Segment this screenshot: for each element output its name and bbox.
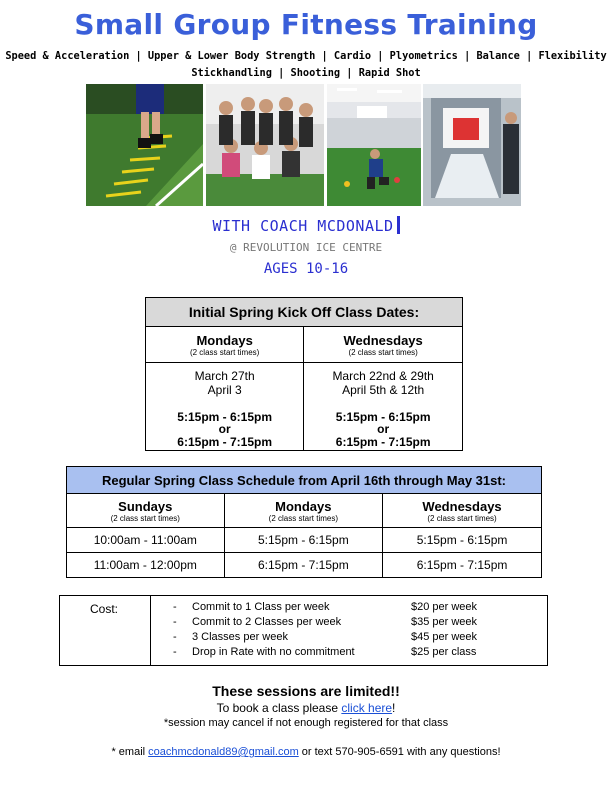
- table-cell: 5:15pm - 6:15pm: [224, 528, 383, 553]
- cost-box: Cost: - Commit to 1 Class per week $20 per week - Commit to 2 Classes per week $35 per week - 3 Classes per week $45 per week - Drop in Rate with no commitment $25 per class: [59, 595, 548, 666]
- cursor-bar: [397, 216, 400, 234]
- kickoff-title: Initial Spring Kick Off Class Dates:: [146, 298, 463, 327]
- training-facility-photo: [327, 84, 421, 206]
- limited-notice: These sessions are limited!!: [212, 683, 400, 699]
- kickoff-table: [145, 297, 463, 451]
- table-cell: 6:15pm - 7:15pm: [383, 553, 542, 578]
- regular-schedule-table: [66, 466, 542, 578]
- agility-ladder-photo: [86, 84, 203, 206]
- cost-label: Cost:: [90, 602, 119, 616]
- regular-day-mondays: Mondays (2 class start times): [224, 494, 383, 528]
- contact-line: * email coachmcdonald89@gmail.com or text 570-905-6591 with any questions!: [111, 746, 501, 758]
- regular-day-wednesdays: Wednesdays (2 class start times): [383, 494, 542, 528]
- shooting-lane-photo: [423, 84, 521, 206]
- regular-day-sundays: Sundays (2 class start times): [67, 494, 225, 528]
- group-photo: [206, 84, 324, 206]
- cost-divider: [150, 596, 151, 665]
- skills-line-1: Speed & Acceleration | Upper & Lower Body Strength | Cardio | Plyometrics | Balance | Flexibility: [5, 50, 607, 62]
- cancel-note: *session may cancel if not enough registered for that class: [163, 717, 449, 729]
- table-cell: 10:00am - 11:00am: [67, 528, 225, 553]
- kickoff-day-wednesdays: Wednesdays (2 class start times): [304, 327, 463, 363]
- ages: AGES 10-16: [263, 261, 349, 277]
- location: @ REVOLUTION ICE CENTRE: [229, 241, 383, 254]
- booking-line: To book a class please click here!: [216, 701, 396, 715]
- kickoff-day-mondays: Mondays (2 class start times): [146, 327, 304, 363]
- kickoff-wednesdays-details: March 22nd & 29th April 5th & 12th 5:15pm - 6:15pm or 6:15pm - 7:15pm: [304, 363, 463, 451]
- email-link[interactable]: coachmcdonald89@gmail.com: [148, 746, 299, 758]
- table-cell: 6:15pm - 7:15pm: [224, 553, 383, 578]
- kickoff-mondays-details: March 27th April 3 5:15pm - 6:15pm or 6:15pm - 7:15pm: [146, 363, 304, 451]
- page-title: Small Group Fitness Training: [74, 8, 538, 41]
- coach-name: WITH COACH MCDONALD: [0, 216, 612, 235]
- book-class-link[interactable]: click here: [341, 701, 393, 715]
- regular-title: Regular Spring Class Schedule from April 16th through May 31st:: [67, 467, 542, 494]
- skills-line-2: Stickhandling | Shooting | Rapid Shot: [191, 67, 421, 79]
- table-cell: 11:00am - 12:00pm: [67, 553, 225, 578]
- table-cell: 5:15pm - 6:15pm: [383, 528, 542, 553]
